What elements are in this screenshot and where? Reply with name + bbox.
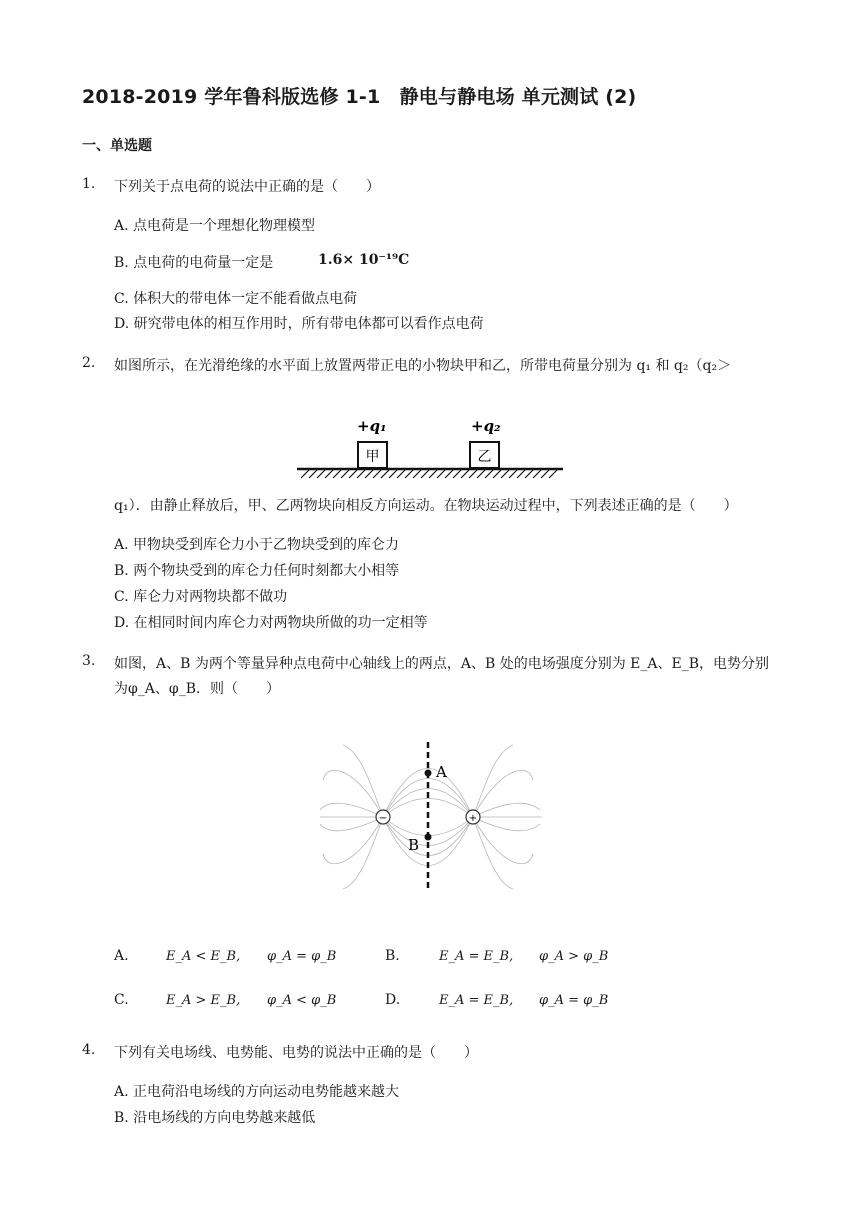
question-1-option-d: D. 研究带电体的相互作用时，所有带电体都可以看作点电荷 xyxy=(114,316,484,332)
blocks-on-surface-figure xyxy=(295,412,567,480)
question-3-option-d-label: D. xyxy=(385,992,401,1008)
block-yi-label: 乙 xyxy=(477,449,492,465)
point-b-dot xyxy=(425,834,432,841)
question-2-stem-line2: q₁）．由静止释放后，甲、乙两物块向相反方向运动。在物块运动过程中，下列表述正确的是（ ） xyxy=(114,498,738,514)
question-3-stem-line1: 如图，A、B 为两个等量异种点电荷中心轴线上的两点，A、B 处的电场强度分别为 E_A、E_B，电势分别 xyxy=(114,656,769,672)
question-3-option-c-e: E_A > E_B, xyxy=(166,993,241,1008)
section-heading: 一、单选题 xyxy=(82,138,152,154)
question-1-stem: 下列关于点电荷的说法中正确的是（ ） xyxy=(114,179,380,195)
question-4-number: 4. xyxy=(82,1042,96,1058)
question-1-option-b-formula: 1.6× 10⁻¹⁹C xyxy=(318,252,410,268)
question-3-option-b-label: B. xyxy=(385,948,400,964)
question-3-option-a-label: A. xyxy=(114,948,129,964)
ground-hatching xyxy=(301,470,557,478)
question-3-stem-line2: 为φ_A、φ_B．则（ ） xyxy=(114,681,281,697)
question-1-option-b: B. 点电荷的电荷量一定是 xyxy=(114,255,274,271)
question-4-stem: 下列有关电场线、电势能、电势的说法中正确的是（ ） xyxy=(114,1045,478,1061)
field-lines xyxy=(320,745,542,889)
question-3-number: 3. xyxy=(82,653,96,669)
question-4-option-a: A. 正电荷沿电场线的方向运动电势能越来越大 xyxy=(114,1084,400,1100)
question-1-option-a: A. 点电荷是一个理想化物理模型 xyxy=(114,218,316,234)
question-1-option-c: C. 体积大的带电体一定不能看做点电荷 xyxy=(114,291,358,307)
question-2-option-d: D. 在相同时间内库仑力对两物块所做的功一定相等 xyxy=(114,615,428,631)
question-4-option-b: B. 沿电场线的方向电势越来越低 xyxy=(114,1110,316,1126)
question-3-option-d-phi: φ_A = φ_B xyxy=(539,993,609,1008)
negative-charge-sign: − xyxy=(378,813,388,824)
question-3-option-b-phi: φ_A > φ_B xyxy=(539,949,609,964)
question-3-option-c-label: C. xyxy=(114,992,129,1008)
q1-charge-label: +q₁ xyxy=(357,417,387,435)
question-3-option-c-phi: φ_A < φ_B xyxy=(267,993,337,1008)
question-1-number: 1. xyxy=(82,176,96,192)
question-3-option-a-phi: φ_A = φ_B xyxy=(267,949,337,964)
question-2-option-b: B. 两个物块受到的库仑力任何时刻都大小相等 xyxy=(114,563,400,579)
question-2-option-c: C. 库仑力对两物块都不做功 xyxy=(114,589,288,605)
positive-charge-sign: + xyxy=(468,813,478,824)
block-jia-label: 甲 xyxy=(365,449,380,465)
point-b-label: B xyxy=(408,836,420,854)
question-2-number: 2. xyxy=(82,355,96,371)
question-2-option-a: A. 甲物块受到库仑力小于乙物块受到的库仑力 xyxy=(114,537,400,553)
question-3-option-b-e: E_A = E_B, xyxy=(439,949,514,964)
question-3-option-d-e: E_A = E_B, xyxy=(439,993,514,1008)
question-3-option-a-e: E_A < E_B, xyxy=(166,949,241,964)
page-title: 2018-2019 学年鲁科版选修 1-1 静电与静电场 单元测试 (2) xyxy=(82,86,637,108)
point-a-dot xyxy=(425,770,432,777)
question-2-stem-line1: 如图所示，在光滑绝缘的水平面上放置两带正电的小物块甲和乙，所带电荷量分别为 q₁ 和 q₂（q₂＞ xyxy=(114,358,732,374)
q2-charge-label: +q₂ xyxy=(471,417,501,435)
point-a-label: A xyxy=(436,763,447,781)
dipole-field-figure xyxy=(318,740,544,890)
